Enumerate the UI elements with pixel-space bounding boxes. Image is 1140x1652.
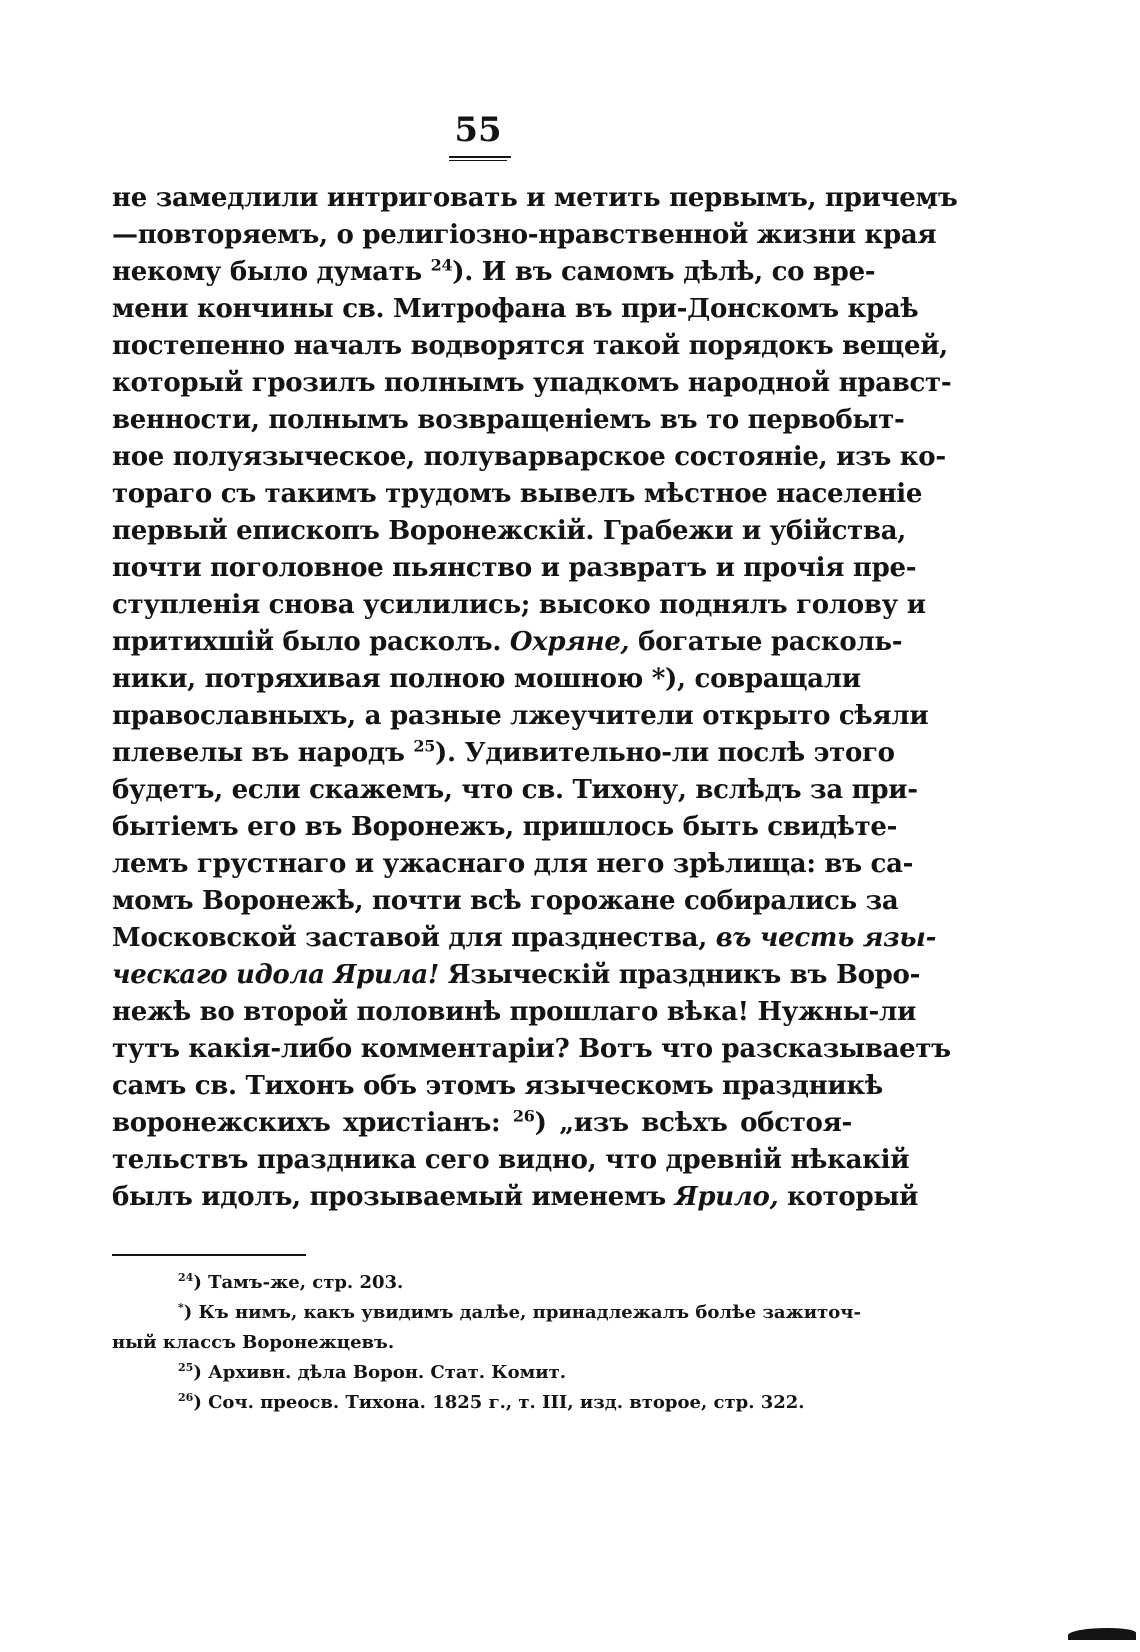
- body-line: [112, 846, 914, 883]
- body-line: [112, 439, 946, 476]
- line-text: ). Удивительно-ли послѣ этого: [435, 738, 895, 768]
- line-text: тельствъ праздника сего видно, что древній нѣкакій: [112, 1145, 910, 1175]
- line-text: ). И въ самомъ дѣлѣ, со вре-: [452, 257, 876, 287]
- footnote-text: ) Архивн. дѣла Ворон. Стат. Комит.: [193, 1362, 567, 1383]
- footnote-text: ) Соч. преосв. Тихона. 1825 г., т. III, изд. второе, стр. 322.: [193, 1392, 805, 1413]
- body-line: [112, 1031, 951, 1068]
- footnote-reference: 26: [512, 1106, 535, 1126]
- footnote-text: ный классъ Воронежцевъ.: [112, 1332, 395, 1353]
- line-text: тутъ какія-либо комментаріи? Вотъ что разсказываетъ: [112, 1034, 951, 1064]
- line-text: почти поголовное пьянство и развратъ и прочія пре-: [112, 553, 917, 583]
- line-text: самъ св. Тихонъ объ этомъ языческомъ праздникѣ: [112, 1071, 883, 1101]
- line-text: не замедлили интриговать и метить первымъ, причемъ: [112, 183, 958, 213]
- line-text: бытіемъ его въ Воронежъ, пришлось быть свидѣте-: [112, 812, 898, 842]
- line-text: ступленія снова усилились; высоко поднялъ голову и: [112, 590, 926, 620]
- line-text: первый епископъ Воронежскій. Грабежи и убійства,: [112, 516, 907, 546]
- line-text: былъ идолъ, прозываемый именемъ: [112, 1182, 675, 1212]
- header-rule: [449, 156, 511, 158]
- footnote: [112, 1358, 852, 1388]
- body-line: [112, 587, 926, 624]
- line-text: мени кончины св. Митрофана въ при-Донскомъ краѣ: [112, 294, 919, 324]
- body-line: [112, 217, 937, 254]
- footnote-marker: *: [178, 1301, 184, 1314]
- body-line: [112, 772, 918, 809]
- footnote-marker: 24: [178, 1271, 194, 1284]
- line-text: притихшій было расколъ.: [112, 627, 510, 657]
- body-line: [112, 957, 921, 994]
- line-text: тораго съ такимъ трудомъ вывелъ мѣстное населеніе: [112, 479, 923, 509]
- footnote-reference: 25: [413, 736, 436, 756]
- body-line: [112, 994, 917, 1031]
- body-line: [112, 328, 948, 365]
- footnotes: [112, 1268, 861, 1418]
- italic-text: Ярило,: [674, 1182, 779, 1212]
- line-text: постепенно началъ водворятся такой порядокъ вещей,: [112, 331, 948, 361]
- line-text: момъ Воронежѣ, почти всѣ горожане собирались за: [112, 886, 899, 916]
- body-line: [112, 291, 919, 328]
- footnote: [112, 1388, 852, 1418]
- line-text: ное полуязыческое, полуварварское состояніе, изъ ко-: [112, 442, 946, 472]
- line-text: лемъ грустнаго и ужаснаго для него зрѣлища: въ са-: [112, 849, 914, 879]
- body-line: [112, 550, 917, 587]
- footnote-text: ) Къ нимъ, какъ увидимъ далѣе, принадлежалъ болѣе зажиточ-: [183, 1302, 861, 1323]
- body-line: [112, 476, 923, 513]
- line-text: который: [778, 1182, 919, 1212]
- body-line: [112, 254, 876, 291]
- line-text: который грозилъ полнымъ упадкомъ народной нравст-: [112, 368, 952, 398]
- italic-text: Охряне,: [509, 627, 630, 657]
- line-text: богатые расколь-: [629, 627, 903, 657]
- body-line: [112, 920, 937, 957]
- body-line: [112, 661, 861, 698]
- line-text: венности, полнымъ возвращеніемъ въ то первобыт-: [112, 405, 905, 435]
- body-line: [112, 513, 907, 550]
- body-line: [112, 1068, 883, 1105]
- footnote-reference: 24: [430, 255, 453, 275]
- footnote-rule: [112, 1254, 306, 1256]
- line-text: ники, потряхивая полною мошною *), совращали: [112, 664, 861, 694]
- line-text: ) „изъ всѣхъ обстоя-: [534, 1108, 852, 1138]
- page-edge-mark: [1068, 1628, 1136, 1640]
- footnote-marker: 25: [178, 1361, 194, 1374]
- footnote-marker: 26: [178, 1391, 194, 1404]
- footnote: [112, 1298, 861, 1328]
- footnote: [112, 1328, 852, 1358]
- line-text: некому было думать: [112, 257, 431, 287]
- body-line: [112, 698, 929, 735]
- line-text: —повторяемъ, о религіозно-нравственной жизни края: [112, 220, 937, 250]
- header-rule-thin: [449, 160, 507, 161]
- body-line: [112, 365, 952, 402]
- footnote-text: ) Тамъ-же, стр. 203.: [193, 1272, 404, 1293]
- line-text: нежѣ во второй половинѣ прошлаго вѣка! Нужны-ли: [112, 997, 917, 1027]
- line-text: плевелы въ народъ: [112, 738, 414, 768]
- body-text: [112, 180, 958, 1216]
- page-number: 55: [454, 110, 502, 150]
- line-text: будетъ, если скажемъ, что св. Тихону, вслѣдъ за при-: [112, 775, 918, 805]
- line-text: воронежскихъ христіанъ:: [112, 1108, 513, 1138]
- line-text: православныхъ, а разные лжеучители открыто сѣяли: [112, 701, 929, 731]
- italic-text: въ честь язы-: [715, 923, 937, 953]
- line-text: Языческій праздникъ въ Воро-: [438, 960, 921, 990]
- line-text: Московской заставой для празднества,: [112, 923, 716, 953]
- body-line: [112, 1105, 852, 1142]
- body-line: [112, 1179, 919, 1216]
- body-line: [112, 624, 903, 661]
- body-line: [112, 180, 958, 217]
- body-line: [112, 1142, 910, 1179]
- body-line: [112, 809, 898, 846]
- italic-text: ческаго идола Ярила!: [112, 960, 439, 990]
- body-line: [112, 735, 895, 772]
- footnote: [112, 1268, 852, 1298]
- body-line: [112, 402, 905, 439]
- body-line: [112, 883, 899, 920]
